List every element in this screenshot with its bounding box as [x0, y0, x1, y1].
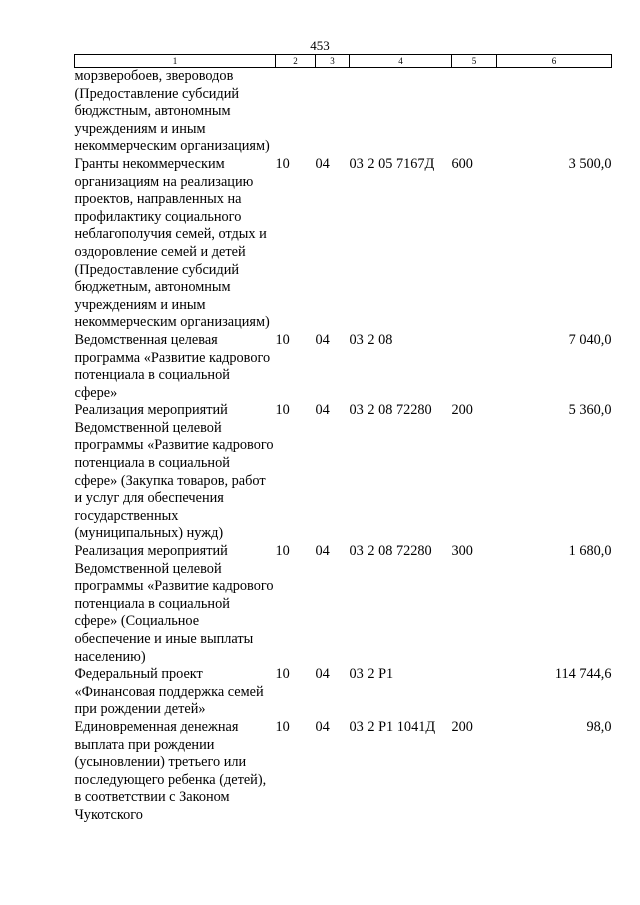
cell-subsection: 04 — [315, 718, 330, 735]
cell-expense-type — [452, 68, 497, 156]
page-number: 453 — [310, 38, 330, 53]
cell-target-article: 03 2 05 7167Д — [349, 155, 435, 172]
cell-subsection: 04 — [315, 402, 330, 419]
cell-amount: 1 680,0 — [568, 543, 612, 560]
table-body — [75, 68, 612, 825]
cell-amount: 3 500,0 — [568, 155, 612, 172]
header-cell-name: 1 — [75, 55, 276, 68]
cell-amount: 114 744,6 — [554, 666, 612, 683]
cell-section: 10 — [275, 666, 290, 683]
cell-section: 10 — [275, 402, 290, 419]
cell-name: Реализация мероприятий Ведомственной целевой программы «Развитие кадрового потенциала в социальной сфере» (Социальное обеспечение и иные выплаты населению) — [74, 543, 274, 665]
cell-expense-type — [452, 332, 497, 402]
cell-expense-type: 600 — [451, 155, 473, 172]
cell-amount: 98,0 — [586, 718, 612, 735]
cell-name: Единовременная денежная выплата при рождении (усыновлении) третьего или последующего ребенка (детей), в соответствии с Законом Чукотского — [74, 718, 267, 823]
cell-expense-type: 200 — [451, 402, 473, 419]
cell-section: 10 — [275, 718, 290, 735]
cell-target-article: 03 2 P1 — [349, 666, 394, 683]
cell-expense-type — [452, 666, 497, 719]
table-row — [75, 332, 612, 402]
cell-subsection: 04 — [315, 666, 330, 683]
cell-target-article: 03 2 08 — [349, 331, 393, 348]
table-row — [75, 68, 612, 156]
table-row — [75, 666, 612, 719]
table-header — [75, 55, 612, 68]
cell-subsection — [316, 68, 350, 156]
cell-expense-type: 200 — [451, 718, 473, 735]
cell-amount: 7 040,0 — [568, 331, 612, 348]
table-row — [75, 156, 612, 332]
cell-name: морзверобоев, звероводов (Предоставление субсидий бюджстным, автономным учреждениям и иным некоммерческим организациям) — [74, 68, 270, 155]
cell-section: 10 — [275, 543, 290, 560]
cell-name: Реализация мероприятий Ведомственной целевой программы «Развитие кадрового потенциала в социальной сфере» (Закупка товаров, работ и услуг для обеспечения государственных (муниципальных) нужд) — [74, 402, 274, 542]
cell-target-article: 03 2 08 72280 — [349, 543, 432, 560]
cell-expense-type: 300 — [451, 543, 473, 560]
cell-name: Гранты некоммерческим организациям на реализацию проектов, направленных на профилактику социального неблагополучия семей, отдых и оздоровление семей и детей (Предоставление субсидий бюджетным, автономным учреждениям и иным некоммерческим организациям) — [74, 155, 270, 331]
cell-subsection: 04 — [315, 331, 330, 348]
header-cell-subsection: 3 — [316, 55, 350, 68]
header-cell-section: 2 — [276, 55, 316, 68]
cell-amount — [497, 68, 612, 156]
table-row — [75, 402, 612, 543]
cell-amount: 5 360,0 — [568, 402, 612, 419]
cell-subsection: 04 — [315, 155, 330, 172]
cell-section: 10 — [275, 155, 290, 172]
header-cell-amount: 6 — [497, 55, 612, 68]
cell-target-article: 03 2 08 72280 — [349, 402, 432, 419]
cell-name: Федеральный проект «Финансовая поддержка семей при рождении детей» — [74, 666, 264, 718]
budget-table — [74, 54, 612, 825]
header-row — [75, 55, 612, 68]
header-cell-expense-type: 5 — [452, 55, 497, 68]
table-row — [75, 719, 612, 825]
cell-subsection: 04 — [315, 543, 330, 560]
cell-name: Ведомственная целевая программа «Развитие кадрового потенциала в социальной сфере» — [74, 331, 271, 401]
cell-target-article: 03 2 P1 1041Д — [349, 718, 436, 735]
cell-target-article — [350, 68, 452, 156]
cell-section: 10 — [275, 331, 290, 348]
cell-section — [276, 68, 316, 156]
table-row — [75, 543, 612, 666]
header-cell-target-article: 4 — [350, 55, 452, 68]
